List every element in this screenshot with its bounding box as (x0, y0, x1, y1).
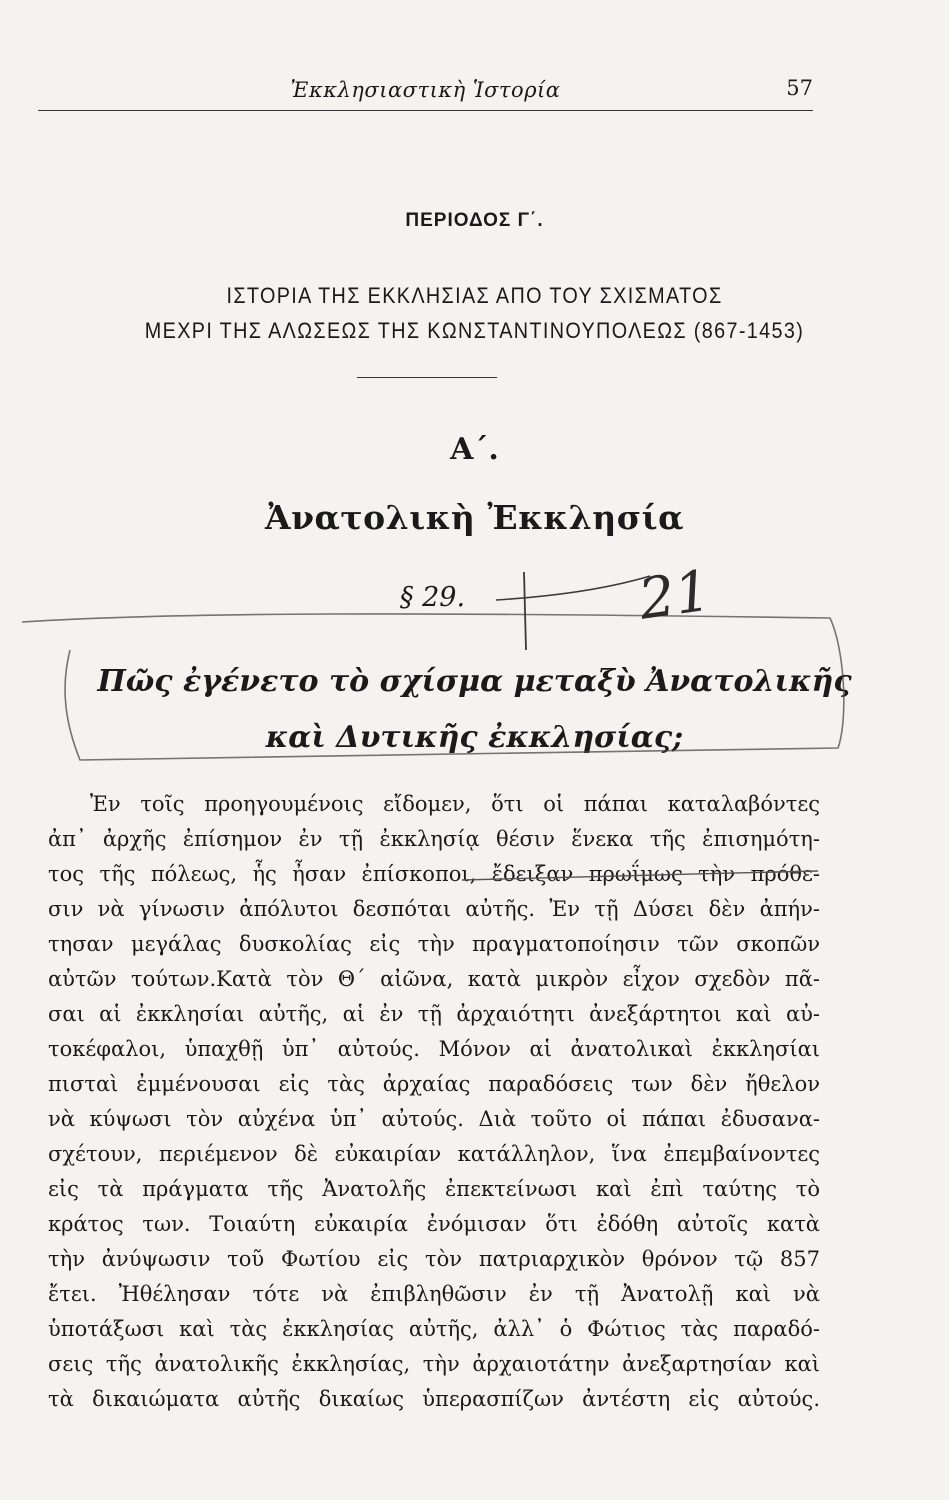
body-line: τος τῆς πόλεως, ἧς ἦσαν ἐπίσκοποι, ἔδειξαν πρωΐμως τὴν πρόθε- (48, 862, 820, 886)
chapter-letter: Α΄. (450, 432, 499, 467)
body-line: σχέτουν, περιέμενον δὲ εὐκαιρίαν κατάλληλον, ἵνα ἐπεμβαίνοντες (48, 1142, 820, 1166)
body-line: τησαν μεγάλας δυσκολίας εἰς τὴν πραγματοποίησιν τῶν σκοπῶν (48, 932, 820, 956)
body-line: τοκέφαλοι, ὑπαχθῇ ὑπ᾽ αὐτούς. Μόνον αἱ ἀνατολικαὶ ἐκκλησίαι (48, 1037, 820, 1061)
page-number: 57 (786, 76, 813, 100)
body-line: ἔτει. Ἠθέλησαν τότε νὰ ἐπιβληθῶσιν ἐν τῇ Ἀνατολῇ καὶ νὰ (48, 1282, 820, 1306)
body-line: κράτος των. Τοιαύτη εὐκαιρία ἐνόμισαν ὅτι ἐδόθη αὐτοῖς κατὰ (48, 1212, 820, 1236)
pencil-stroke (524, 572, 526, 650)
running-title: Ἐκκλησιαστικὴ Ἱστορία (290, 78, 561, 102)
body-line: εἰς τὰ πράγματα τῆς Ἀνατολῆς ἐπεκτείνωσι καὶ ἐπὶ ταύτης τὸ (48, 1177, 820, 1201)
period-subtitle-line2: ΜΕΧΡΙ ΤΗΣ ΑΛΩΣΕΩΣ ΤΗΣ ΚΩΝΣΤΑΝΤΙΝΟΥΠΟΛΕΩΣ (867-1453) (144, 318, 805, 343)
section-question-line1: Πῶς ἐγένετο τὸ σχίσμα μεταξὺ Ἀνατολικῆς (97, 664, 852, 699)
section-question-line2: καὶ Δυτικῆς ἐκκλησίας; (265, 720, 684, 755)
body-line: νὰ κύψωσι τὸν αὐχένα ὑπ᾽ αὐτούς. Διὰ τοῦτο οἱ πάπαι ἐδυσανα- (48, 1107, 820, 1131)
period-heading: ΠΕΡΙΟΔΟΣ Γ΄. (405, 210, 544, 231)
body-line: σαι αἱ ἐκκλησίαι αὐτῆς, αἱ ἐν τῇ ἀρχαιότητι ἀνεξάρτητοι καὶ αὐ- (48, 1002, 820, 1026)
body-line: ἀπ᾽ ἀρχῆς ἐπίσημον ἐν τῇ ἐκκλησίᾳ θέσιν ἕνεκα τῆς ἐπισημότη- (48, 827, 820, 851)
body-line: ὑποτάξωσι καὶ τὰς ἐκκλησίας αὐτῆς, ἀλλ᾽ ὁ Φώτιος τὰς παραδό- (48, 1317, 820, 1341)
body-line: σεις τῆς ἀνατολικῆς ἐκκλησίας, τὴν ἀρχαιοτάτην ἀνεξαρτησίαν καὶ (48, 1352, 820, 1376)
pencil-stroke (496, 576, 650, 600)
body-line: πισταὶ ἐμμένουσαι εἰς τὰς ἀρχαίας παραδόσεις των δὲν ἤθελον (48, 1072, 820, 1096)
handwritten-note: 21 (635, 558, 715, 633)
running-header (38, 70, 813, 111)
body-line: αὐτῶν τούτων.Κατὰ τὸν Θ΄ αἰῶνα, κατὰ μικρὸν εἶχον σχεδὸν πᾶ- (48, 967, 820, 991)
body-line: σιν νὰ γίνωσιν ἀπόλυτοι δεσπόται αὐτῆς. Ἐν τῇ Δύσει δὲν ἀπήν- (48, 897, 820, 921)
body-line: Ἐν τοῖς προηγουμένοις εἴδομεν, ὅτι οἱ πάπαι καταλαβόντες (90, 792, 820, 816)
body-line: τὰ δικαιώματα αὐτῆς δικαίως ὑπερασπίζων ἀντέστη εἰς αὐτούς. (48, 1387, 820, 1411)
body-line: τὴν ἀνύψωσιν τοῦ Φωτίου εἰς τὸν πατριαρχικὸν θρόνον τῷ 857 (48, 1247, 820, 1271)
period-subtitle-line1: ΙΣΤΟΡΙΑ ΤΗΣ ΕΚΚΛΗΣΙΑΣ ΑΠΟ ΤΟΥ ΣΧΙΣΜΑΤΟΣ (226, 283, 723, 308)
separator-rule (357, 377, 497, 378)
section-number: § 29. (400, 582, 466, 613)
chapter-title: Ἀνατολικὴ Ἐκκλησία (264, 498, 684, 537)
